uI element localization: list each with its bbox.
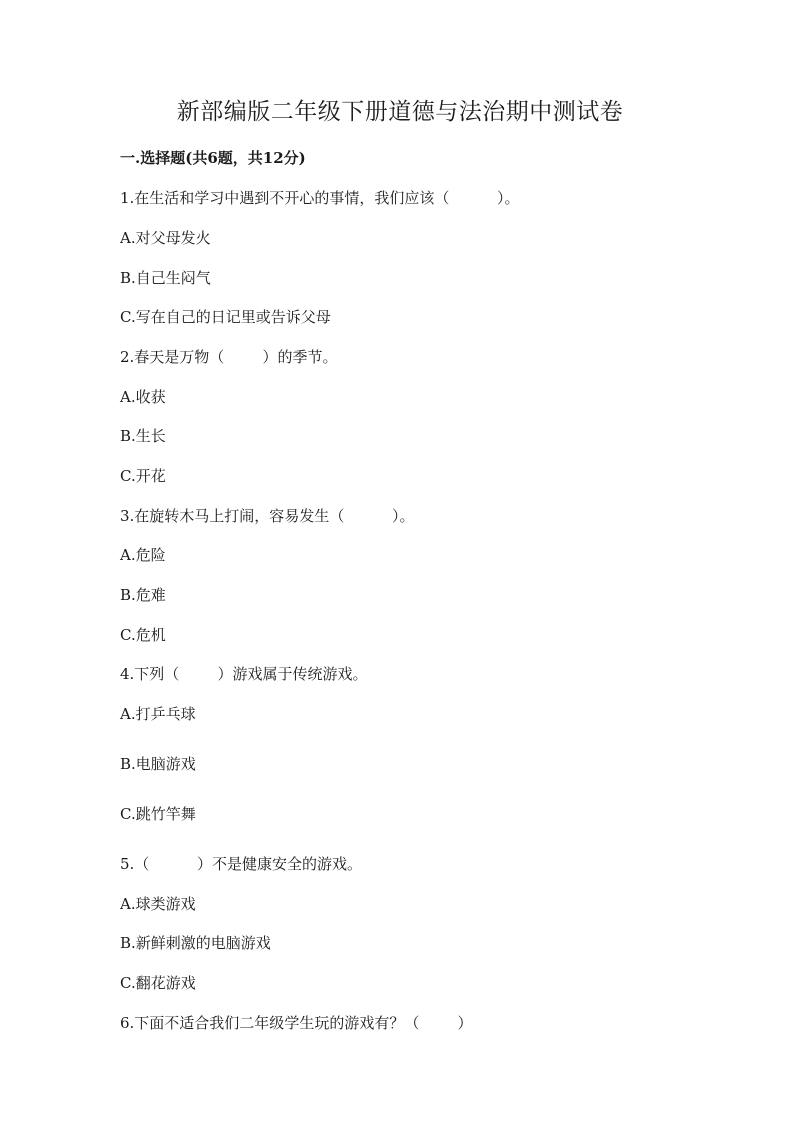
option-c: C.开花 xyxy=(120,467,166,485)
page-title: 新部编版二年级下册道德与法治期中测试卷 xyxy=(176,99,624,125)
option-c: C.写在自己的日记里或告诉父母 xyxy=(120,308,331,326)
option-a: A.对父母发火 xyxy=(120,229,211,247)
option-b: B.自己生闷气 xyxy=(120,269,211,287)
question-stem: 3.在旋转木马上打闹，容易发生（ ）。 xyxy=(120,507,415,525)
option-b: B.电脑游戏 xyxy=(120,755,196,773)
question-stem: 6.下面不适合我们二年级学生玩的游戏有？（ ） xyxy=(120,1014,473,1032)
option-a: A.球类游戏 xyxy=(120,895,196,913)
option-b: B.危难 xyxy=(120,586,166,604)
question-stem: 4.下列（ ）游戏属于传统游戏。 xyxy=(120,665,368,683)
option-a: A.收获 xyxy=(120,388,166,406)
option-c: C.跳竹竿舞 xyxy=(120,805,196,823)
question-stem: 5.（ ）不是健康安全的游戏。 xyxy=(120,855,362,873)
option-b: B.生长 xyxy=(120,427,166,445)
option-a: A.危险 xyxy=(120,546,166,564)
option-c: C.危机 xyxy=(120,626,166,644)
option-b: B.新鲜刺激的电脑游戏 xyxy=(120,934,271,952)
section-heading: 一.选择题(共6题，共12分) xyxy=(120,149,306,167)
question-stem: 2.春天是万物（ ）的季节。 xyxy=(120,348,338,366)
question-stem: 1.在生活和学习中遇到不开心的事情，我们应该（ ）。 xyxy=(120,189,520,207)
option-a: A.打乒乓球 xyxy=(120,705,196,723)
option-c: C.翻花游戏 xyxy=(120,974,196,992)
